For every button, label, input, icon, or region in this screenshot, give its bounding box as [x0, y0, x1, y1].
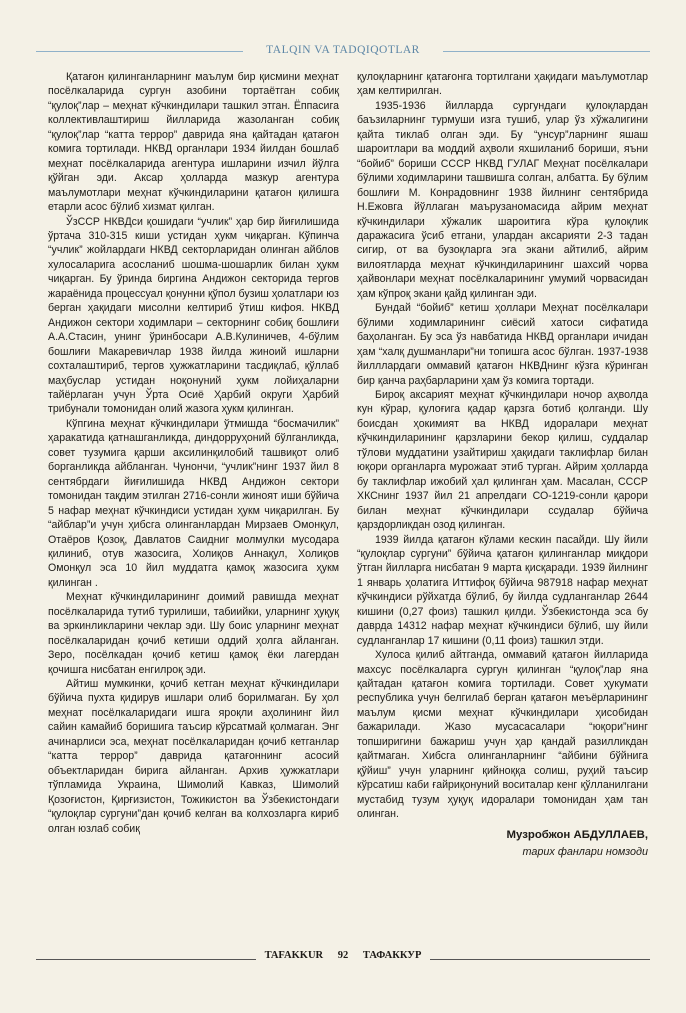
header-rule-right: [443, 51, 650, 52]
footer-rule-right: [430, 959, 650, 960]
author-name: Музробжон АБДУЛЛАЕВ,: [506, 828, 648, 841]
paragraph-continued: қулоқларнинг қатағонга тортилгани ҳақидаги маълумотлар ҳам келтирилган.: [357, 71, 648, 98]
paragraph: Кўпгина меҳнат кўчкиндилари ўтмишда “босмачилик” ҳаракатида қатнашганликда, диндорруҳоний бўлганликда, совет тузумига қарши аксилинқилобий ташвиқот олиб борганликда айбланган. Чунончи, “учлик”нинг 1937 йил 8 сентябрдаги йиғилишида НКВД Андижон сектори томонидан тақдим этилган 2716-сонли жиноят иши бўйича 5 нафар меҳнат кўчкиндиси устидан ҳукм чиқарилган. Бу “айблар”и учун ҳибсга олинганлардан Мирзаев Омонқул, Отаёров Қозоқ, Давлатов Саидниг молмулки мусодара қилиниб, отув жазосига, Холиқов Аннақул, Холиқов Омонқул эса 10 йил муддатга қамоқ жазосига ҳукм қилинган .: [48, 417, 339, 589]
footer-journal-cyrillic: ТАФАККУР: [362, 950, 422, 961]
paragraph: Бундай “бойиб” кетиш ҳоллари Меҳнат посёлкалари бўлими ходимларининг сиёсий хатоси сифатида баҳоланган. Бу эса ўз навбатида НКВД органлари ичидан ҳам “халқ душманлари”ни топишга асос бўлган. 1937-1938 йилллардаги оммавий қатағон НКВДнинг кўзга кўринган бир қанча раҳбарларини ҳам ўз комига тортади.: [357, 302, 648, 387]
paragraph: Айтиш мумкинки, қочиб кетган меҳнат кўчкиндилари бўйича пухта қидирув ишлари олиб борилмаган. Бу ҳол меҳнат посёлкаларидаги ишга яроқли аҳолининг йил сайин камайиб боришига таъсир кўрсатмай қолмаган. Энг ачинарлиси эса, меҳнат посёлкаларидан қочиб кетганлар “катта террор” даврида қатағоннинг асосий объектларидан бирига айланган. Архив ҳужжатлари тўпламида Украина, Шимолий Кавказ, Шимолий Қозоғистон, Қирғизистон, Тожикистон ва Ўзбекистондаги “қулоқлар сургуни”дан қочиб келган ва колхозларга кириб олган юзлаб собиқ: [48, 678, 339, 835]
paragraph: 1939 йилда қатағон кўлами кескин пасайди. Шу йили “қулоқлар сургуни” бўйича қатағон қилинганлар миқдори ўтган йилларга нисбатан 9 марта қисқаради. 1939 йилнинг 1 январь ҳолатига Иттифоқ бўйича 987918 нафар меҳнат кўчкиндиси рўйхатда бўлиб, бу йилда судланганлар 2644 кишини (0,27 фоиз) ташкил қилди. Ўзбекистонда эса бу даврда 14312 нафар меҳнат кўчкиндиси бўлиб, шу йили судланганлар 17 кишини (0,11 фоиз) ташкил этди.: [357, 533, 648, 647]
header-title: TALQIN VA TADQIQOTLAR: [266, 44, 420, 56]
author-title: тарих фанлари номзоди: [522, 846, 648, 859]
paragraph: Меҳнат кўчкиндиларининг доимий равишда меҳнат посёлкаларида тутиб турилиши, табиийки, уларнинг ҳуқуқ ва эркинликларини чеклар эди. Шу боис уларнинг меҳнат посёлкаларидан қочиб кетиши оддий ҳолга айланган. Зеро, посёлкадан қочиб кетиш қамоқ ёки лагердан қочишга нисбатан енгилроқ эди.: [48, 591, 339, 676]
page-number: 92: [337, 950, 349, 961]
footer-journal-latin: TAFAKKUR: [264, 950, 324, 961]
page-header: [36, 44, 650, 58]
paragraph: 1935-1936 йилларда сургундаги қулоқлардан баъзиларнинг турмуши изга тушиб, улар ўз хўжалигини қайта тиклаб олган эди. Бу “унсур”ларнинг яшаш шароитлари ва моддий аҳволи яхшиланиб бориши, яъни “бойиб” бориши СССР НКВД ГУЛАГ Меҳнат посёлкалари бўлими ходимларини ташвишга солган, албатта. Бу бўлим бошлиғи М. Конрадовнинг 1938 йилнинг сентябрида Н.Ежовга йўллаган маърузаномасида айрим меҳнат кўчкиндилари хўжалик шароитига кўра қулоқлик даражасига ўсиб етгани, улардан аксарияти 2-3 тадан сигир, от ва бузоқларга эга экани айтилиб, айрим вилоятларда меҳнат кўчкиндиларининг шахсий чорва ҳайвонлари меҳнат посёлкаларининг умумий чорвасидан ҳам кўпроқ экани қайд қилинган эди.: [357, 99, 648, 300]
paragraph: ЎзССР НКВДси қошидаги “учлик” ҳар бир йиғилишида ўртача 310-315 киши устидан ҳукм чиқарган. Кўпинча “учлик” жойлардаги НКВД секторларидан олинган айблов хулосаларига асосланиб шошма-шошарлик билан ҳукм чиқарган. Бу ўринда биргина Андижон секторида тергов жараёнида процессуал қонунни қўпол бузиш ҳолатлари юз берган ҳақидаги мисолни келтириб ўтиш кифоя. НКВД Андижон сектори ходимлари – секторнинг собиқ бошлиғи А.А.Стасин, унинг ўринбосари А.В.Кулиничев, 4-бўлим бошлиғи Макаревичлар 1938 йилда жиноий ишларни сохталаштириб, тергов ҳужжатларини тасдиқлаб, қўллаб маҳбуслар устидан ноқонуний ҳукм лойиҳаларни тайёрлаган учун Ўрта Осиё Ҳарбий округи Ҳарбий трибунали томонидан олий жазога ҳукм қилинган.: [48, 215, 339, 416]
page-footer: [36, 950, 650, 966]
paragraph: Бироқ аксарият меҳнат кўчкиндилари ночор аҳволда кун кўрар, қулоғига қадар қарзга ботиб қолганди. Шу боисдан ҳокимият ва НКВД идоралари меҳнат кўчкиндиларининг қарзларини бекор қилиш, суддалар тўлови муддатини узайтириш ҳақидаги таклифлар билан юқори органларга мурожаат этиб турган. Айрим ҳолларда бу таклифлар ижобий ҳал қилинган ҳам. Масалан, СССР ХКСнинг 1937 йил 21 апрелдаги СО-1219-сонли қарори билан меҳнат кўчкиндилари ссудалар бўйича қарздорликдан озод қилинган.: [357, 388, 648, 532]
right-column: [357, 70, 648, 859]
paragraph: Қатағон қилинганларнинг маълум бир қисмини меҳнат посёлкаларида сургун азобини тортаётган собиқ “қулоқ”лар – меҳнат кўчкиндилари ташкил этган. Ёппасига коллективлаштириш йилларида жазоланган собиқ “қулоқ”лар “катта террор” даврида яна қайтадан қатағон комига тортилади. НКВД органлари 1934 йилдан бошлаб меҳнат посёлкаларида агентура ишларини изчил йўлга қўйган эди. Аксар ҳолларда мазкур агентура маълумотлари меҳнат кўчкиндиларини қатағон қилишга етарли асос бўлиб хизмат қилган.: [48, 71, 339, 214]
paragraph: Хулоса қилиб айтганда, оммавий қатағон йилларида махсус посёлкаларга сургун қилинган “қулоқ”лар яна қайтадан қатағон комига тортилади. Совет ҳукумати республика учун белгилаб берган қатағон меъёрларининг маълум қисми меҳнат кўчкиндилари ҳисобидан бажарилади. Жазо мусасасалари “юқори”нинг топширигини бажариш учун ҳар қандай разилликдан қайтмаган. Хибсга олинганларнинг “айбини бўйнига қўйиш” учун уларнинг қийноққа солиш, руҳий таъсир кўрсатиш каби ғайриқонуний воситалар кенг қўлланилгани мустабид тузум ҳуқуқ идоралари томонидан ҳам тан олинган.: [357, 649, 648, 821]
author-signature: [357, 828, 648, 860]
left-column: [48, 70, 339, 836]
